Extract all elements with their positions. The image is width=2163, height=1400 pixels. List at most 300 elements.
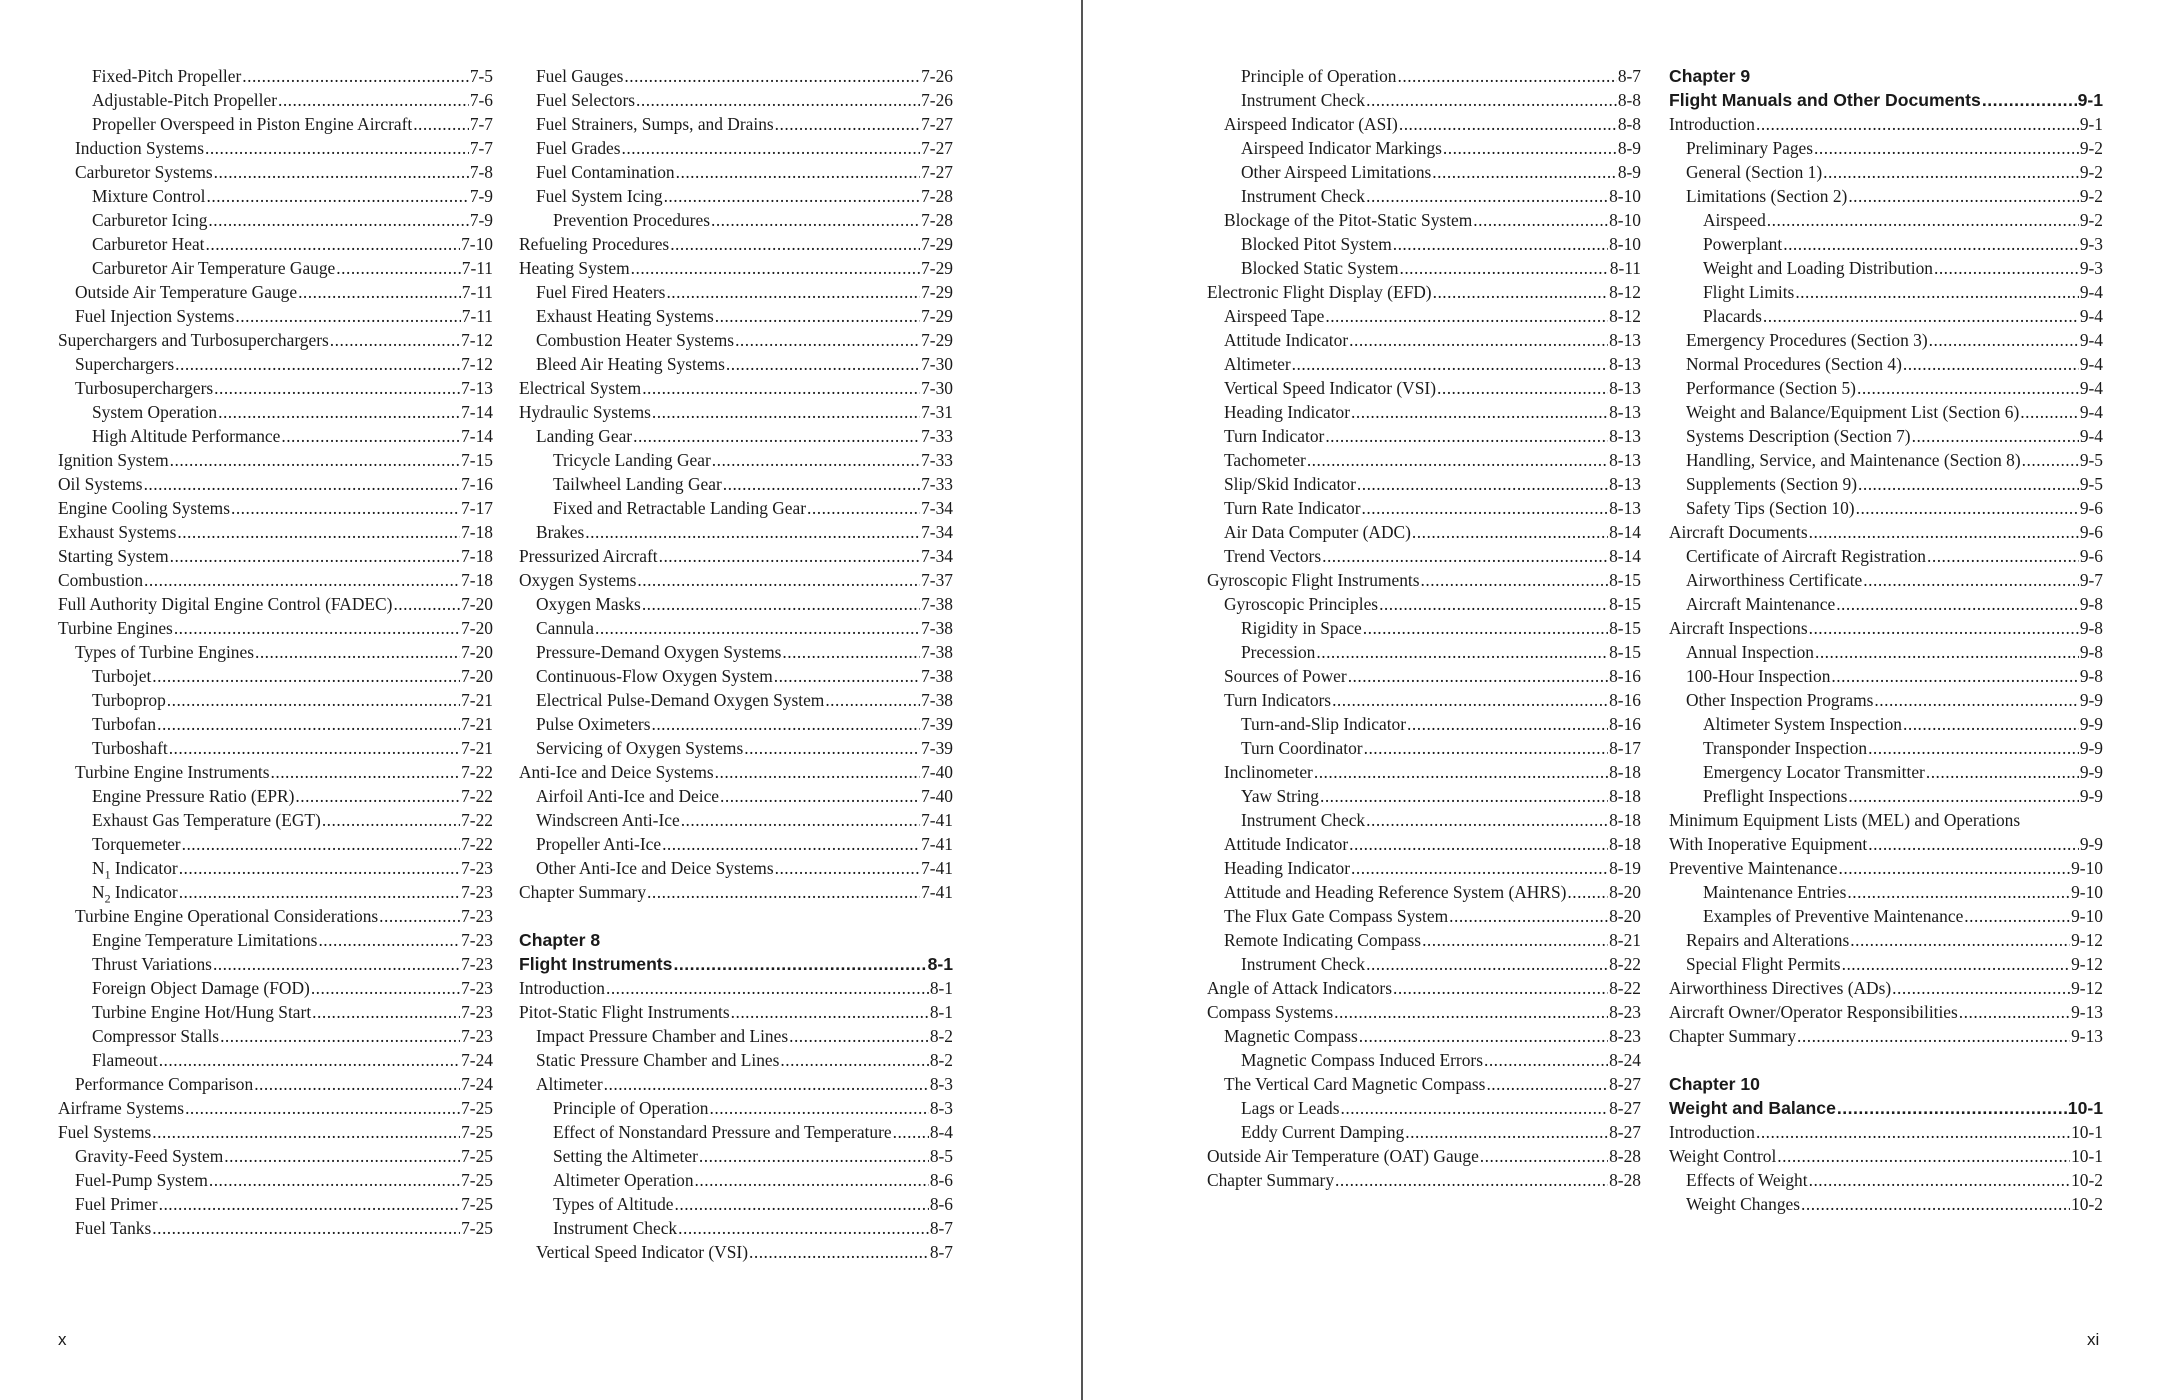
toc-entry-title-text: 100-Hour Inspection [1686, 666, 1831, 686]
toc-entry[interactable] [519, 856, 953, 880]
toc-entry[interactable] [1669, 136, 2103, 160]
toc-entry[interactable] [1207, 592, 1641, 616]
toc-entry-title [536, 328, 734, 352]
dot-leader [1399, 112, 1617, 136]
toc-entry[interactable] [58, 784, 493, 808]
toc-entry[interactable] [58, 304, 493, 328]
toc-entry[interactable] [1207, 472, 1641, 496]
chapter-title-entry[interactable] [1669, 88, 2103, 112]
dot-leader [159, 1048, 460, 1072]
toc-entry[interactable] [1207, 640, 1641, 664]
toc-entry[interactable] [58, 568, 493, 592]
toc-entry[interactable] [1207, 400, 1641, 424]
chapter-title-entry[interactable] [1669, 1096, 2103, 1120]
toc-entry[interactable] [58, 448, 493, 472]
toc-page-number: 9-8 [2079, 594, 2103, 614]
toc-entry[interactable] [519, 1144, 953, 1168]
toc-entry[interactable] [1669, 832, 2103, 856]
toc-entry[interactable] [1669, 904, 2103, 928]
toc-entry[interactable] [519, 232, 953, 256]
toc-entry[interactable] [1669, 664, 2103, 688]
toc-entry[interactable] [58, 880, 493, 904]
toc-entry[interactable] [519, 1048, 953, 1072]
toc-entry[interactable] [519, 112, 953, 136]
toc-entry[interactable] [1207, 184, 1641, 208]
toc-entry[interactable] [1207, 112, 1641, 136]
toc-entry[interactable] [519, 1024, 953, 1048]
toc-entry[interactable] [58, 184, 493, 208]
toc-entry-title [553, 496, 806, 520]
toc-entry-title [1224, 760, 1313, 784]
toc-entry-title [1207, 568, 1420, 592]
toc-entry[interactable] [1207, 424, 1641, 448]
toc-entry[interactable] [58, 856, 493, 880]
dot-leader [1398, 64, 1617, 88]
toc-entry[interactable] [1207, 760, 1641, 784]
toc-entry[interactable] [58, 1000, 493, 1024]
toc-page-number: 8-17 [1609, 738, 1641, 758]
toc-page-number: 7-20 [461, 594, 493, 614]
toc-entry[interactable] [519, 520, 953, 544]
toc-entry-title-text: Heading Indicator [1224, 858, 1351, 878]
toc-entry[interactable] [519, 400, 953, 424]
toc-entry[interactable] [1669, 304, 2103, 328]
right-page [1083, 0, 2163, 1400]
dot-leader [167, 688, 460, 712]
toc-entry[interactable] [519, 616, 953, 640]
toc-entry[interactable] [58, 424, 493, 448]
toc-page-number: 8-6 [929, 1170, 953, 1190]
toc-entry[interactable] [1207, 1072, 1641, 1096]
toc-entry[interactable] [519, 328, 953, 352]
toc-entry-title [1224, 904, 1448, 928]
toc-entry-title-text: Pressure-Demand Oxygen Systems [536, 642, 782, 662]
toc-entry[interactable] [58, 160, 493, 184]
toc-entry[interactable] [519, 976, 953, 1000]
dot-leader [1316, 640, 1608, 664]
toc-entry-title [519, 976, 605, 1000]
toc-page-number: 7-21 [461, 714, 493, 734]
toc-page-number: 9-8 [2079, 618, 2103, 638]
toc-entry[interactable] [1207, 904, 1641, 928]
toc-entry-title-text: Altimeter System Inspection [1703, 714, 1902, 734]
toc-entry[interactable] [519, 832, 953, 856]
toc-entry[interactable] [58, 712, 493, 736]
toc-entry[interactable] [519, 1000, 953, 1024]
toc-entry[interactable] [58, 328, 493, 352]
toc-page-number: 9-4 [2079, 282, 2103, 302]
toc-entry-title [1224, 496, 1361, 520]
toc-entry[interactable] [1669, 520, 2103, 544]
toc-page-number: 10-1 [2071, 1146, 2103, 1166]
toc-entry-title-text: Fuel Selectors [536, 90, 636, 110]
toc-entry[interactable] [1207, 1048, 1641, 1072]
toc-entry[interactable] [519, 424, 953, 448]
toc-entry[interactable] [1669, 376, 2103, 400]
toc-entry[interactable] [58, 1168, 493, 1192]
toc-entry[interactable] [519, 1120, 953, 1144]
toc-entry[interactable] [1207, 376, 1641, 400]
toc-entry[interactable] [519, 184, 953, 208]
toc-entry[interactable] [1669, 856, 2103, 880]
toc-entry[interactable] [1207, 448, 1641, 472]
toc-entry[interactable] [1207, 256, 1641, 280]
toc-entry-title [1686, 496, 1855, 520]
toc-entry-title-text: Principle of Operation [1241, 66, 1397, 86]
toc-entry-title-text: N [92, 858, 105, 878]
toc-entry[interactable] [1669, 1000, 2103, 1024]
toc-entry[interactable] [58, 400, 493, 424]
toc-entry[interactable] [519, 88, 953, 112]
toc-entry[interactable] [519, 208, 953, 232]
toc-entry-title-text: Turbine Engine Operational Considerations [75, 906, 379, 926]
toc-entry[interactable] [58, 544, 493, 568]
toc-entry-title [1669, 1120, 1755, 1144]
toc-entry[interactable] [1669, 472, 2103, 496]
toc-entry[interactable] [1207, 784, 1641, 808]
toc-entry-title [92, 1048, 158, 1072]
toc-entry[interactable] [519, 280, 953, 304]
toc-entry-title [75, 352, 174, 376]
toc-entry[interactable] [1207, 328, 1641, 352]
toc-page-number: 8-13 [1609, 378, 1641, 398]
toc-entry[interactable] [519, 784, 953, 808]
toc-entry[interactable] [1669, 928, 2103, 952]
toc-entry-title [536, 712, 650, 736]
toc-entry[interactable] [519, 1168, 953, 1192]
toc-page-number: 7-41 [921, 810, 953, 830]
toc-entry[interactable] [1207, 304, 1641, 328]
toc-entry-title [1669, 520, 1808, 544]
toc-entry[interactable] [1669, 880, 2103, 904]
dot-leader [1767, 208, 2079, 232]
toc-entry[interactable] [1207, 232, 1641, 256]
toc-entry[interactable] [1669, 592, 2103, 616]
toc-entry[interactable] [1207, 664, 1641, 688]
toc-page-number: 7-34 [921, 522, 953, 542]
toc-entry-title-text: Airspeed [1703, 210, 1766, 230]
toc-entry-title [536, 664, 773, 688]
toc-entry[interactable] [1669, 400, 2103, 424]
toc-entry[interactable] [58, 928, 493, 952]
toc-entry[interactable] [519, 376, 953, 400]
toc-entry[interactable] [58, 1120, 493, 1144]
toc-page-number: 8-13 [1609, 402, 1641, 422]
toc-entry[interactable] [1207, 928, 1641, 952]
toc-entry[interactable] [519, 496, 953, 520]
toc-entry[interactable] [519, 1072, 953, 1096]
toc-entry[interactable] [58, 616, 493, 640]
toc-entry[interactable] [1207, 64, 1641, 88]
dot-leader [1848, 184, 2078, 208]
toc-entry-title [519, 232, 669, 256]
toc-page-number: 7-28 [921, 210, 953, 230]
toc-entry-title [1703, 784, 1847, 808]
toc-entry-title-text: Indicator [110, 882, 178, 902]
toc-entry-title-text: Attitude Indicator [1224, 834, 1349, 854]
toc-entry[interactable] [1669, 232, 2103, 256]
toc-entry[interactable] [1207, 712, 1641, 736]
toc-entry[interactable] [1207, 976, 1641, 1000]
toc-entry[interactable] [58, 1096, 493, 1120]
toc-entry[interactable] [1207, 616, 1641, 640]
toc-entry-title [75, 1216, 151, 1240]
toc-entry[interactable] [58, 976, 493, 1000]
toc-entry[interactable] [1207, 1144, 1641, 1168]
toc-entry-title-text: Indicator [110, 858, 178, 878]
toc-entry-title [1207, 280, 1432, 304]
toc-entry-title-text: Engine Pressure Ratio (EPR) [92, 786, 295, 806]
toc-entry-title-text: Fuel System Icing [536, 186, 663, 206]
toc-entry[interactable] [519, 544, 953, 568]
toc-entry-title [519, 544, 658, 568]
toc-entry-title-text: Gravity-Feed System [75, 1146, 224, 1166]
toc-entry[interactable] [1207, 832, 1641, 856]
toc-entry-title-text: Brakes [536, 522, 585, 542]
toc-entry[interactable] [1669, 184, 2103, 208]
toc-page-number: 10-1 [2067, 1098, 2103, 1118]
toc-entry[interactable] [58, 1216, 493, 1240]
toc-page-number: 9-6 [2079, 498, 2103, 518]
toc-entry-title [1686, 1168, 1808, 1192]
toc-entry[interactable] [58, 904, 493, 928]
toc-entry[interactable] [519, 136, 953, 160]
toc-entry[interactable] [519, 304, 953, 328]
toc-entry-title [519, 400, 651, 424]
dot-leader [218, 400, 460, 424]
toc-entry[interactable] [519, 1192, 953, 1216]
dot-leader [152, 664, 460, 688]
toc-entry[interactable] [1669, 1024, 2103, 1048]
toc-entry[interactable] [58, 640, 493, 664]
toc-entry-title-text: Anti-Ice and Deice Systems [519, 762, 714, 782]
toc-page-number: 7-30 [921, 354, 953, 374]
toc-page-number: 7-41 [921, 834, 953, 854]
toc-entry[interactable] [1669, 1120, 2103, 1144]
toc-entry[interactable] [1207, 808, 1641, 832]
toc-page-number: 8-27 [1609, 1098, 1641, 1118]
toc-entry[interactable] [58, 664, 493, 688]
toc-entry[interactable] [58, 1072, 493, 1096]
toc-entry[interactable] [519, 160, 953, 184]
toc-entry[interactable] [1207, 520, 1641, 544]
toc-entry[interactable] [58, 952, 493, 976]
toc-entry-title-text: Attitude Indicator [1224, 330, 1349, 350]
toc-entry-title [536, 1240, 748, 1264]
toc-entry[interactable] [58, 88, 493, 112]
toc-entry[interactable] [1207, 952, 1641, 976]
dot-leader [631, 256, 920, 280]
toc-entry[interactable] [58, 64, 493, 88]
toc-entry[interactable] [519, 472, 953, 496]
toc-entry[interactable] [1207, 736, 1641, 760]
toc-entry[interactable] [1669, 736, 2103, 760]
toc-entry-title-text: Limitations (Section 2) [1686, 186, 1848, 206]
toc-entry[interactable] [519, 1240, 953, 1264]
toc-entry[interactable] [58, 256, 493, 280]
toc-entry-title [553, 1192, 674, 1216]
dot-leader [604, 1072, 929, 1096]
dot-leader [675, 1192, 929, 1216]
toc-entry-title-text: Angle of Attack Indicators [1207, 978, 1392, 998]
toc-entry[interactable] [1207, 1000, 1641, 1024]
toc-entry[interactable] [1669, 448, 2103, 472]
toc-entry-title: Minimum Equipment Lists (MEL) and Operations [1669, 810, 2021, 830]
toc-entry[interactable] [1669, 712, 2103, 736]
toc-entry[interactable] [1207, 1096, 1641, 1120]
toc-entry[interactable] [519, 712, 953, 736]
toc-entry[interactable] [519, 592, 953, 616]
toc-entry[interactable] [1207, 136, 1641, 160]
toc-entry-title-text: Magnetic Compass Induced Errors [1241, 1050, 1483, 1070]
toc-entry[interactable] [58, 832, 493, 856]
toc-entry[interactable] [1207, 496, 1641, 520]
toc-entry[interactable] [58, 592, 493, 616]
dot-leader [1912, 424, 2079, 448]
toc-entry-title [1224, 880, 1566, 904]
toc-entry[interactable] [519, 1216, 953, 1240]
toc-entry[interactable] [1207, 280, 1641, 304]
toc-entry-title [1241, 136, 1442, 160]
toc-entry[interactable] [1669, 568, 2103, 592]
toc-entry[interactable] [1669, 160, 2103, 184]
toc-entry[interactable] [1669, 688, 2103, 712]
toc-page-number: 7-22 [461, 762, 493, 782]
toc-entry[interactable] [58, 136, 493, 160]
toc-entry[interactable] [58, 688, 493, 712]
toc-entry[interactable] [1669, 976, 2103, 1000]
chapter-title-entry[interactable] [519, 952, 953, 976]
toc-entry[interactable] [1207, 160, 1641, 184]
toc-entry[interactable] [1207, 856, 1641, 880]
toc-page-number: 8-15 [1609, 570, 1641, 590]
toc-entry-title-text: Instrument Check [1241, 186, 1366, 206]
toc-page-number: 7-29 [921, 234, 953, 254]
dot-leader [1567, 880, 1608, 904]
toc-entry[interactable] [1669, 496, 2103, 520]
toc-page-number: 8-27 [1609, 1122, 1641, 1142]
toc-entry-title [1241, 160, 1431, 184]
toc-entry[interactable] [519, 1096, 953, 1120]
toc-entry[interactable] [58, 232, 493, 256]
toc-page-number: 8-6 [929, 1194, 953, 1214]
toc-entry-title [92, 112, 412, 136]
toc-entry[interactable] [1669, 256, 2103, 280]
toc-entry-title [1686, 928, 1849, 952]
toc-page-number: 8-15 [1609, 642, 1641, 662]
toc-entry[interactable] [519, 256, 953, 280]
toc-entry-title-text: Turbofan [92, 714, 157, 734]
toc-entry[interactable] [519, 736, 953, 760]
toc-entry[interactable] [1669, 424, 2103, 448]
toc-entry[interactable] [519, 352, 953, 376]
toc-entry[interactable] [1207, 1168, 1641, 1192]
toc-entry[interactable] [1669, 1144, 2103, 1168]
toc-entry[interactable] [1669, 952, 2103, 976]
toc-entry[interactable] [1669, 208, 2103, 232]
toc-entry[interactable] [1207, 544, 1641, 568]
toc-entry-title-text: Vertical Speed Indicator (VSI) [536, 1242, 748, 1262]
toc-entry[interactable] [58, 808, 493, 832]
dot-leader [1926, 760, 2079, 784]
toc-page-number: 9-2 [2079, 138, 2103, 158]
toc-entry[interactable] [1207, 88, 1641, 112]
toc-entry[interactable] [519, 448, 953, 472]
toc-entry-title-text: Remote Indicating Compass [1224, 930, 1422, 950]
toc-page-number: 8-10 [1609, 234, 1641, 254]
toc-page-number: 7-23 [461, 954, 493, 974]
toc-entry[interactable] [519, 568, 953, 592]
toc-entry[interactable] [58, 352, 493, 376]
toc-entry[interactable] [1207, 1120, 1641, 1144]
toc-entry[interactable] [58, 1144, 493, 1168]
toc-entry-title [1703, 904, 1963, 928]
toc-entry[interactable] [1669, 760, 2103, 784]
toc-entry[interactable] [58, 736, 493, 760]
dot-leader [224, 1144, 460, 1168]
toc-entry[interactable] [58, 1048, 493, 1072]
toc-entry[interactable] [58, 760, 493, 784]
toc-entry[interactable] [1669, 1192, 2103, 1216]
toc-page-number: 8-19 [1609, 858, 1641, 878]
toc-entry[interactable] [1669, 640, 2103, 664]
toc-entry[interactable] [1207, 1024, 1641, 1048]
toc-entry[interactable] [1669, 112, 2103, 136]
toc-entry[interactable] [58, 208, 493, 232]
toc-page-number: 8-12 [1609, 282, 1641, 302]
toc-entry[interactable] [519, 664, 953, 688]
toc-entry[interactable] [1207, 208, 1641, 232]
toc-entry[interactable] [1669, 328, 2103, 352]
toc-entry[interactable] [1669, 544, 2103, 568]
toc-entry[interactable] [1207, 568, 1641, 592]
toc-entry[interactable] [58, 112, 493, 136]
toc-entry-title-text: Starting System [58, 546, 169, 566]
toc-entry[interactable] [58, 520, 493, 544]
toc-entry[interactable] [58, 1024, 493, 1048]
page-number-left: x [58, 1330, 67, 1349]
toc-entry[interactable] [58, 280, 493, 304]
toc-entry[interactable] [1207, 352, 1641, 376]
toc-entry[interactable] [58, 496, 493, 520]
toc-entry-title-text: Vertical Speed Indicator (VSI) [1224, 378, 1436, 398]
toc-entry[interactable] [1669, 784, 2103, 808]
dot-leader [159, 1192, 461, 1216]
toc-entry[interactable] [58, 376, 493, 400]
toc-entry[interactable] [1669, 280, 2103, 304]
toc-entry[interactable] [1669, 616, 2103, 640]
toc-entry[interactable] [58, 472, 493, 496]
toc-entry[interactable] [519, 760, 953, 784]
toc-entry-title [1241, 952, 1365, 976]
toc-entry[interactable] [519, 64, 953, 88]
dot-leader [1359, 1024, 1608, 1048]
toc-entry[interactable] [519, 688, 953, 712]
toc-entry[interactable] [519, 880, 953, 904]
toc-entry[interactable] [1669, 352, 2103, 376]
toc-page-number: 7-33 [921, 426, 953, 446]
toc-entry[interactable] [58, 1192, 493, 1216]
toc-entry[interactable] [1207, 688, 1641, 712]
toc-entry[interactable] [1669, 1168, 2103, 1192]
dot-leader [235, 304, 460, 328]
toc-entry[interactable] [1207, 880, 1641, 904]
toc-entry-title-text: Handling, Service, and Maintenance (Section 8) [1686, 450, 2021, 470]
toc-page-number: 7-25 [461, 1194, 493, 1214]
toc-entry[interactable] [519, 640, 953, 664]
toc-entry[interactable] [519, 808, 953, 832]
toc-entry-title-text: Fuel Fired Heaters [536, 282, 666, 302]
